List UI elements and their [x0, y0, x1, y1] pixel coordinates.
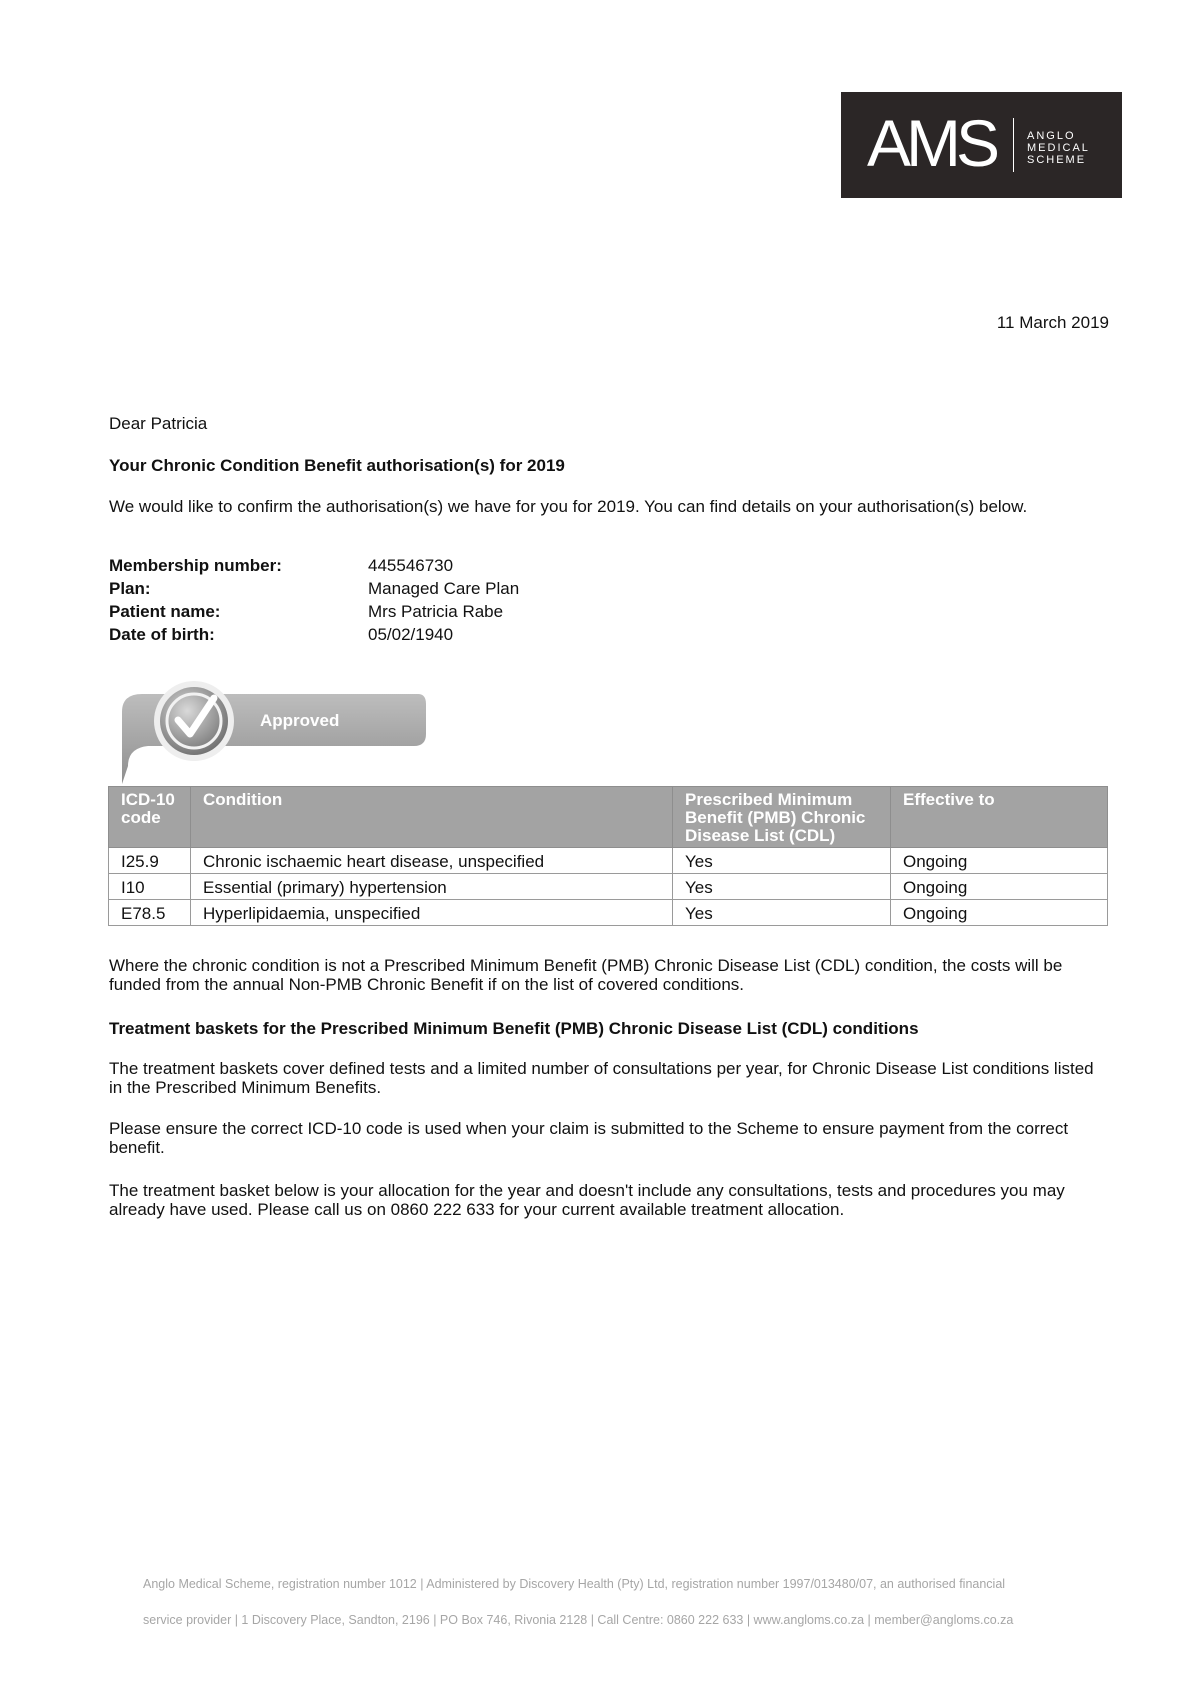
table-row — [109, 848, 1108, 874]
cell-pmb: Yes — [673, 874, 891, 900]
logo-line-2: MEDICAL — [1027, 142, 1090, 154]
cell-icd10: E78.5 — [109, 900, 191, 926]
cell-pmb: Yes — [673, 848, 891, 874]
table-row — [109, 900, 1108, 926]
member-details — [109, 556, 519, 648]
logo-wordmark — [1027, 130, 1090, 166]
logo-line-3: SCHEME — [1027, 154, 1087, 166]
icd-paragraph: Please ensure the correct ICD-10 code is used when your claim is submitted to the Scheme to ensure payment from the correct benefit. — [109, 1119, 1069, 1157]
plan-value: Managed Care Plan — [368, 579, 520, 598]
patient-value: Mrs Patricia Rabe — [368, 602, 504, 621]
intro-paragraph: We would like to confirm the authorisation(s) we have for you for 2019. You can find details on your authorisation(s) below. — [109, 497, 1028, 516]
logo-divider — [1013, 118, 1014, 172]
allocation-paragraph: The treatment basket below is your allocation for the year and doesn't include any consultations, tests and procedures you may already have used. Please call us on 0860 222 633 for your current available treatment allocation. — [109, 1181, 1065, 1219]
header-effective-to: Effective to — [891, 787, 1108, 848]
patient-row — [109, 602, 519, 625]
baskets-heading: Treatment baskets for the Prescribed Minimum Benefit (PMB) Chronic Disease List (CDL) conditions — [109, 1019, 919, 1038]
dob-label: Date of birth: — [109, 625, 215, 644]
cell-condition: Chronic ischaemic heart disease, unspecified — [191, 848, 673, 874]
logo-mark: AMS — [867, 106, 996, 180]
membership-value: 445546730 — [368, 556, 454, 575]
patient-label: Patient name: — [109, 602, 221, 621]
table-header-row — [109, 787, 1108, 848]
non-pmb-paragraph: Where the chronic condition is not a Prescribed Minimum Benefit (PMB) Chronic Disease List (CDL) condition, the costs will be funded from the annual Non-PMB Chronic Benefit if on the list of covered conditions. — [109, 956, 1063, 994]
letter-date: 11 March 2019 — [996, 313, 1109, 332]
cell-effective-to: Ongoing — [891, 900, 1108, 926]
baskets-paragraph: The treatment baskets cover defined tests and a limited number of consultations per year, for Chronic Disease List conditions listed in the Prescribed Minimum Benefits. — [109, 1059, 1094, 1097]
table-row — [109, 874, 1108, 900]
approved-label: Approved — [260, 711, 340, 730]
conditions-table — [108, 786, 1108, 926]
badge-disc — [160, 687, 228, 755]
membership-label: Membership number: — [109, 556, 282, 575]
cell-condition: Hyperlipidaemia, unspecified — [191, 900, 673, 926]
cell-icd10: I10 — [109, 874, 191, 900]
cell-condition: Essential (primary) hypertension — [191, 874, 673, 900]
scheme-logo — [841, 92, 1122, 198]
cell-pmb: Yes — [673, 900, 891, 926]
plan-label: Plan: — [109, 579, 151, 598]
header-icd10: ICD-10 code — [109, 787, 191, 848]
header-pmb-cdl: Prescribed Minimum Benefit (PMB) Chronic Disease List (CDL) — [673, 787, 891, 848]
approved-banner — [118, 676, 428, 786]
footer-line-1: Anglo Medical Scheme, registration number 1012 | Administered by Discovery Health (Pty) Ltd, registration number 1997/013480/07, an authorised financial — [143, 1577, 1006, 1591]
membership-row — [109, 556, 519, 579]
salutation: Dear Patricia — [109, 414, 208, 433]
dob-row — [109, 625, 519, 648]
logo-line-1: ANGLO — [1027, 130, 1076, 142]
footer-line-2: service provider | 1 Discovery Place, Sandton, 2196 | PO Box 746, Rivonia 2128 | Call Centre: 0860 222 633 | www.angloms.co.za | member@angloms.co.za — [143, 1613, 1014, 1627]
dob-value: 05/02/1940 — [368, 625, 454, 644]
cell-icd10: I25.9 — [109, 848, 191, 874]
plan-row — [109, 579, 519, 602]
header-condition: Condition — [191, 787, 673, 848]
letter-heading: Your Chronic Condition Benefit authorisation(s) for 2019 — [109, 456, 565, 475]
cell-effective-to: Ongoing — [891, 874, 1108, 900]
cell-effective-to: Ongoing — [891, 848, 1108, 874]
